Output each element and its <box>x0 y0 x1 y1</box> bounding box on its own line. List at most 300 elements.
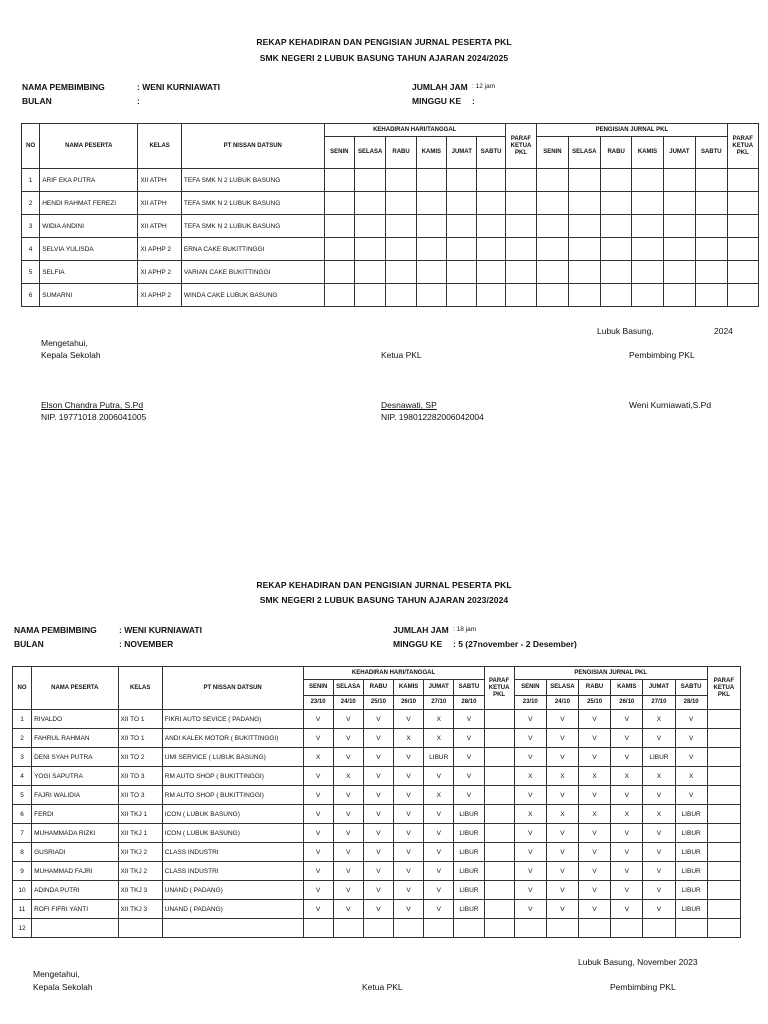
cell-empty <box>568 169 600 192</box>
cell-pt: CLASS INDUSTRI <box>162 862 303 881</box>
cell-jurnal: V <box>643 862 675 881</box>
cell-kelas: XII TKJ 1 <box>118 824 162 843</box>
table-row <box>13 767 741 786</box>
doc2-bulan-label: BULAN <box>14 639 44 649</box>
cell-kehadiran: V <box>303 767 333 786</box>
cell-paraf <box>484 767 514 786</box>
cell-kehadiran: V <box>394 881 424 900</box>
cell-empty <box>537 238 568 261</box>
header-day: SENIN <box>324 137 354 169</box>
cell-paraf <box>484 900 514 919</box>
cell-jurnal: V <box>579 710 611 729</box>
cell-kehadiran: V <box>303 900 333 919</box>
header-date: 23/10 <box>303 696 333 710</box>
header-day: RABU <box>386 137 416 169</box>
cell-empty <box>696 284 727 307</box>
cell-empty <box>727 261 758 284</box>
cell-empty <box>324 284 354 307</box>
cell-empty <box>447 192 477 215</box>
cell-kehadiran: V <box>363 805 393 824</box>
cell-nama: YOGI SAPUTRA <box>32 767 118 786</box>
cell-kehadiran: V <box>363 881 393 900</box>
table-row <box>22 192 759 215</box>
header-nama-peserta: NAMA PESERTA <box>40 124 138 169</box>
cell-pt: TEFA SMK N 2 LUBUK BASUNG <box>181 215 324 238</box>
header-no: NO <box>22 124 40 169</box>
cell-kehadiran <box>303 919 333 938</box>
cell-kelas: XII TKJ 2 <box>118 843 162 862</box>
doc2-attendance-table <box>12 666 741 938</box>
cell-empty <box>696 261 727 284</box>
cell-empty <box>727 238 758 261</box>
header-pt: PT NISSAN DATSUN <box>162 667 303 710</box>
header-day: SELASA <box>333 680 363 696</box>
cell-nama: MUHAMMADA RIZKI <box>32 824 118 843</box>
header-day: SELASA <box>568 137 600 169</box>
cell-jurnal: V <box>514 729 546 748</box>
cell-empty <box>696 215 727 238</box>
cell-kehadiran: V <box>394 843 424 862</box>
cell-empty <box>727 169 758 192</box>
doc1-ketua-name: Desnawati, SP <box>381 400 437 410</box>
cell-kehadiran: LIBUR <box>454 900 484 919</box>
cell-kehadiran: V <box>363 786 393 805</box>
cell-kehadiran: V <box>424 900 454 919</box>
cell-empty <box>447 238 477 261</box>
table-row <box>22 261 759 284</box>
header-day: JUMAT <box>447 137 477 169</box>
cell-empty <box>505 261 536 284</box>
cell-pt <box>162 919 303 938</box>
header-day: SABTU <box>454 680 484 696</box>
cell-kehadiran: X <box>424 710 454 729</box>
cell-jurnal: X <box>579 805 611 824</box>
cell-kehadiran: V <box>394 900 424 919</box>
header-kehadiran: KEHADIRAN HARI/TANGGAL <box>324 124 505 137</box>
cell-nama: MUHAMMAD FAJRI <box>32 862 118 881</box>
cell-kehadiran: LIBUR <box>454 805 484 824</box>
cell-kehadiran: LIBUR <box>424 748 454 767</box>
cell-pt: WINDA CAKE LUBUK BASUNG <box>181 284 324 307</box>
doc1-place: Lubuk Basung, <box>597 326 654 336</box>
cell-empty <box>663 169 695 192</box>
cell-jurnal: V <box>579 881 611 900</box>
cell-nama: FAHRUL RAHMAN <box>32 729 118 748</box>
cell-no: 2 <box>22 192 40 215</box>
cell-kelas: XII TO 2 <box>118 748 162 767</box>
doc2-ketua-pkl: Ketua PKL <box>362 982 403 992</box>
doc1-ketua-nip: NIP. 198012282006042004 <box>381 412 484 422</box>
cell-pt: TEFA SMK N 2 LUBUK BASUNG <box>181 192 324 215</box>
cell-no: 5 <box>22 261 40 284</box>
cell-no: 1 <box>13 710 32 729</box>
header-day: SENIN <box>514 680 546 696</box>
header-pengisian: PENGISIAN JURNAL PKL <box>514 667 707 680</box>
cell-jurnal: X <box>546 805 578 824</box>
cell-empty <box>386 192 416 215</box>
cell-kehadiran: V <box>333 710 363 729</box>
cell-jurnal: V <box>546 729 578 748</box>
cell-empty <box>537 169 568 192</box>
cell-kehadiran: X <box>424 786 454 805</box>
cell-kehadiran: V <box>303 729 333 748</box>
cell-kehadiran: V <box>303 786 333 805</box>
header-date: 25/10 <box>579 696 611 710</box>
cell-jurnal: V <box>611 786 643 805</box>
cell-pt: UMI SERVICE ( LUBUK BASUNG) <box>162 748 303 767</box>
cell-paraf <box>707 900 740 919</box>
cell-empty <box>696 238 727 261</box>
cell-empty <box>416 215 446 238</box>
cell-kehadiran: V <box>394 710 424 729</box>
cell-paraf <box>707 862 740 881</box>
cell-kelas: XII ATPH <box>138 192 182 215</box>
cell-empty <box>568 284 600 307</box>
cell-jurnal: V <box>546 710 578 729</box>
doc2-nama-pembimbing-value: : WENI KURNIAWATI <box>119 625 202 635</box>
cell-jurnal: V <box>579 862 611 881</box>
cell-kehadiran: V <box>333 729 363 748</box>
header-nama-peserta: NAMA PESERTA <box>32 667 118 710</box>
cell-kelas: XI APHP 2 <box>138 238 182 261</box>
cell-empty <box>477 284 505 307</box>
cell-kelas: XI APHP 2 <box>138 284 182 307</box>
cell-kehadiran: V <box>394 805 424 824</box>
cell-jurnal <box>675 919 707 938</box>
doc1-mengetahui: Mengetahui, <box>41 338 88 348</box>
cell-pt: RM AUTO SHOP ( BUKITTINGGI) <box>162 767 303 786</box>
cell-nama: GUSRIADI <box>32 843 118 862</box>
cell-jurnal: X <box>611 805 643 824</box>
cell-paraf <box>707 786 740 805</box>
header-day: KAMIS <box>416 137 446 169</box>
header-day: RABU <box>579 680 611 696</box>
cell-jurnal: V <box>611 843 643 862</box>
doc1-ketua-pkl: Ketua PKL <box>381 350 422 360</box>
cell-empty <box>696 169 727 192</box>
header-no: NO <box>13 667 32 710</box>
cell-paraf <box>484 843 514 862</box>
cell-kehadiran: LIBUR <box>454 824 484 843</box>
cell-kehadiran: V <box>333 824 363 843</box>
table-row <box>13 805 741 824</box>
header-day: SABTU <box>696 137 727 169</box>
header-paraf-2: PARAF KETUA PKL <box>727 124 758 169</box>
cell-empty <box>477 261 505 284</box>
table-row <box>22 169 759 192</box>
cell-empty <box>537 261 568 284</box>
cell-no: 1 <box>22 169 40 192</box>
cell-empty <box>477 215 505 238</box>
cell-jurnal: V <box>675 729 707 748</box>
cell-kehadiran: V <box>303 843 333 862</box>
cell-pt: CLASS INDUSTRI <box>162 843 303 862</box>
cell-kehadiran: V <box>363 767 393 786</box>
header-date: 27/10 <box>643 696 675 710</box>
doc1-jumlah-jam-value: : 12 jam <box>472 83 496 90</box>
cell-jurnal: LIBUR <box>643 748 675 767</box>
cell-pt: ERNA CAKE BUKITTINGGI <box>181 238 324 261</box>
cell-kehadiran: V <box>303 862 333 881</box>
cell-kehadiran: V <box>394 824 424 843</box>
cell-kehadiran: V <box>333 805 363 824</box>
header-day: RABU <box>363 680 393 696</box>
cell-jurnal: V <box>546 900 578 919</box>
cell-empty <box>386 261 416 284</box>
cell-jurnal: V <box>579 843 611 862</box>
cell-nama: ARIF EKA PUTRA <box>40 169 138 192</box>
cell-kehadiran: V <box>394 767 424 786</box>
cell-jurnal: V <box>579 786 611 805</box>
cell-no: 6 <box>13 805 32 824</box>
cell-kehadiran: X <box>424 729 454 748</box>
doc1-kepsek-name: Elson Chandra Putra, S.Pd <box>41 400 144 410</box>
cell-empty <box>324 215 354 238</box>
cell-jurnal: LIBUR <box>675 805 707 824</box>
cell-kehadiran: X <box>303 748 333 767</box>
cell-kelas: XII TO 1 <box>118 710 162 729</box>
cell-nama: ROFI FIFRI YANTI <box>32 900 118 919</box>
header-paraf-1: PARAF KETUA PKL <box>505 124 536 169</box>
cell-nama: HENDI RAHMAT FEREZI <box>40 192 138 215</box>
table-row <box>13 843 741 862</box>
cell-empty <box>477 192 505 215</box>
cell-paraf <box>484 748 514 767</box>
doc1-title-line1: REKAP KEHADIRAN DAN PENGISIAN JURNAL PESERTA PKL <box>256 37 512 47</box>
header-day: SENIN <box>537 137 568 169</box>
cell-jurnal: V <box>546 786 578 805</box>
cell-nama: SELFIA <box>40 261 138 284</box>
cell-empty <box>505 169 536 192</box>
cell-kelas <box>118 919 162 938</box>
cell-kehadiran: V <box>333 862 363 881</box>
cell-kehadiran: V <box>363 843 393 862</box>
header-date: 23/10 <box>514 696 546 710</box>
header-day: RABU <box>600 137 631 169</box>
cell-nama: ADINDA PUTRI <box>32 881 118 900</box>
cell-empty <box>447 261 477 284</box>
cell-jurnal: V <box>579 729 611 748</box>
doc2-place-date: Lubuk Basung, November 2023 <box>578 957 698 967</box>
cell-jurnal: V <box>514 900 546 919</box>
cell-kelas: XII TKJ 1 <box>118 805 162 824</box>
table-row <box>22 238 759 261</box>
cell-paraf <box>707 881 740 900</box>
cell-empty <box>727 215 758 238</box>
cell-pt: ANDI KALEK MOTOR ( BUKITTINGGI) <box>162 729 303 748</box>
cell-pt: RM AUTO SHOP ( BUKITTINGGI) <box>162 786 303 805</box>
cell-nama: RIVALDO <box>32 710 118 729</box>
cell-jurnal: V <box>514 881 546 900</box>
cell-kehadiran: V <box>394 862 424 881</box>
cell-empty <box>568 261 600 284</box>
cell-jurnal: V <box>643 900 675 919</box>
cell-nama <box>32 919 118 938</box>
cell-jurnal: V <box>546 843 578 862</box>
cell-kehadiran: V <box>363 710 393 729</box>
cell-kehadiran: V <box>424 805 454 824</box>
doc1-nama-pembimbing-label: NAMA PEMBIMBING <box>22 82 105 92</box>
cell-no: 6 <box>22 284 40 307</box>
doc2-jumlah-jam-label: JUMLAH JAM <box>393 625 449 635</box>
cell-jurnal: V <box>611 881 643 900</box>
cell-pt: TEFA SMK N 2 LUBUK BASUNG <box>181 169 324 192</box>
cell-kelas: XII TKJ 3 <box>118 881 162 900</box>
cell-jurnal: X <box>643 710 675 729</box>
cell-empty <box>600 284 631 307</box>
cell-empty <box>386 215 416 238</box>
cell-kelas: XII ATPH <box>138 215 182 238</box>
header-day: SENIN <box>303 680 333 696</box>
header-day: JUMAT <box>663 137 695 169</box>
cell-jurnal <box>514 919 546 938</box>
cell-empty <box>727 192 758 215</box>
cell-paraf <box>484 919 514 938</box>
cell-jurnal: V <box>579 900 611 919</box>
cell-paraf <box>707 805 740 824</box>
table-row <box>13 748 741 767</box>
doc2-pembimbing-pkl: Pembimbing PKL <box>610 982 676 992</box>
table-row <box>13 900 741 919</box>
cell-paraf <box>484 824 514 843</box>
cell-jurnal: V <box>514 843 546 862</box>
cell-empty <box>505 238 536 261</box>
cell-empty <box>505 215 536 238</box>
cell-empty <box>386 238 416 261</box>
cell-jurnal: V <box>643 786 675 805</box>
header-date: 24/10 <box>546 696 578 710</box>
cell-jurnal: V <box>546 824 578 843</box>
cell-empty <box>505 284 536 307</box>
cell-kehadiran <box>424 919 454 938</box>
header-kelas: KELAS <box>138 124 182 169</box>
cell-paraf <box>707 824 740 843</box>
cell-empty <box>324 238 354 261</box>
cell-kehadiran: V <box>454 786 484 805</box>
cell-kehadiran: V <box>363 729 393 748</box>
cell-jurnal: X <box>514 805 546 824</box>
cell-kehadiran: V <box>394 748 424 767</box>
header-day: KAMIS <box>632 137 663 169</box>
cell-empty <box>386 169 416 192</box>
cell-pt: UNAND ( PADANG) <box>162 900 303 919</box>
cell-empty <box>477 169 505 192</box>
header-day: KAMIS <box>394 680 424 696</box>
doc1-jumlah-jam-label: JUMLAH JAM <box>412 82 468 92</box>
cell-kehadiran <box>394 919 424 938</box>
doc1-nama-pembimbing-value: : WENI KURNIAWATI <box>137 82 220 92</box>
cell-empty <box>600 261 631 284</box>
header-date: 26/10 <box>611 696 643 710</box>
cell-jurnal: X <box>675 767 707 786</box>
cell-empty <box>632 169 663 192</box>
cell-kelas: XII TO 3 <box>118 786 162 805</box>
cell-kehadiran: V <box>424 824 454 843</box>
cell-pt: ICON ( LUBUK BASUNG) <box>162 805 303 824</box>
cell-no: 4 <box>13 767 32 786</box>
cell-kelas: XII TO 3 <box>118 767 162 786</box>
cell-jurnal: V <box>643 843 675 862</box>
cell-jurnal: X <box>514 767 546 786</box>
cell-jurnal: V <box>514 748 546 767</box>
cell-jurnal: V <box>579 824 611 843</box>
cell-jurnal: V <box>675 786 707 805</box>
cell-jurnal <box>643 919 675 938</box>
doc1-kepsek-nip: NIP. 19771018 2006041005 <box>41 412 147 422</box>
header-day: KAMIS <box>611 680 643 696</box>
cell-empty <box>416 238 446 261</box>
cell-empty <box>600 192 631 215</box>
cell-jurnal: LIBUR <box>675 843 707 862</box>
header-day: JUMAT <box>424 680 454 696</box>
cell-empty <box>663 238 695 261</box>
doc1-attendance-table <box>21 123 759 307</box>
cell-jurnal: V <box>675 710 707 729</box>
cell-empty <box>600 169 631 192</box>
cell-empty <box>568 192 600 215</box>
cell-empty <box>537 192 568 215</box>
cell-kehadiran: V <box>424 843 454 862</box>
cell-empty <box>324 261 354 284</box>
cell-kehadiran: V <box>333 748 363 767</box>
table-row <box>13 862 741 881</box>
table-row <box>22 284 759 307</box>
cell-kehadiran: V <box>454 767 484 786</box>
cell-paraf <box>484 881 514 900</box>
cell-empty <box>727 284 758 307</box>
cell-empty <box>632 238 663 261</box>
cell-empty <box>447 169 477 192</box>
cell-kehadiran: V <box>303 824 333 843</box>
cell-kelas: XII TKJ 2 <box>118 862 162 881</box>
cell-paraf <box>707 767 740 786</box>
cell-jurnal: V <box>611 729 643 748</box>
cell-kehadiran: V <box>454 710 484 729</box>
cell-kehadiran: LIBUR <box>454 881 484 900</box>
cell-jurnal: V <box>611 862 643 881</box>
header-pt: PT NISSAN DATSUN <box>181 124 324 169</box>
doc2-title-line2: SMK NEGERI 2 LUBUK BASUNG TAHUN AJARAN 2023/2024 <box>259 595 509 605</box>
cell-empty <box>324 192 354 215</box>
cell-empty <box>416 261 446 284</box>
cell-kehadiran: V <box>363 900 393 919</box>
cell-jurnal: X <box>611 767 643 786</box>
cell-empty <box>354 284 385 307</box>
header-pengisian: PENGISIAN JURNAL PKL <box>537 124 727 137</box>
header-date: 25/10 <box>363 696 393 710</box>
cell-empty <box>416 192 446 215</box>
cell-empty <box>505 192 536 215</box>
cell-empty <box>537 284 568 307</box>
cell-kehadiran: V <box>363 748 393 767</box>
doc1-bulan-value: : <box>137 96 140 106</box>
cell-no: 10 <box>13 881 32 900</box>
cell-kehadiran: X <box>333 767 363 786</box>
cell-empty <box>447 215 477 238</box>
cell-empty <box>324 169 354 192</box>
cell-jurnal <box>579 919 611 938</box>
cell-paraf <box>707 729 740 748</box>
cell-kelas: XII TKJ 3 <box>118 900 162 919</box>
cell-kehadiran: V <box>454 748 484 767</box>
header-day: SELASA <box>546 680 578 696</box>
cell-jurnal: X <box>579 767 611 786</box>
cell-paraf <box>484 786 514 805</box>
cell-nama: SELVIA YULISDA <box>40 238 138 261</box>
doc1-minggu-ke-label: MINGGU KE <box>412 96 462 106</box>
cell-empty <box>354 192 385 215</box>
cell-empty <box>386 284 416 307</box>
